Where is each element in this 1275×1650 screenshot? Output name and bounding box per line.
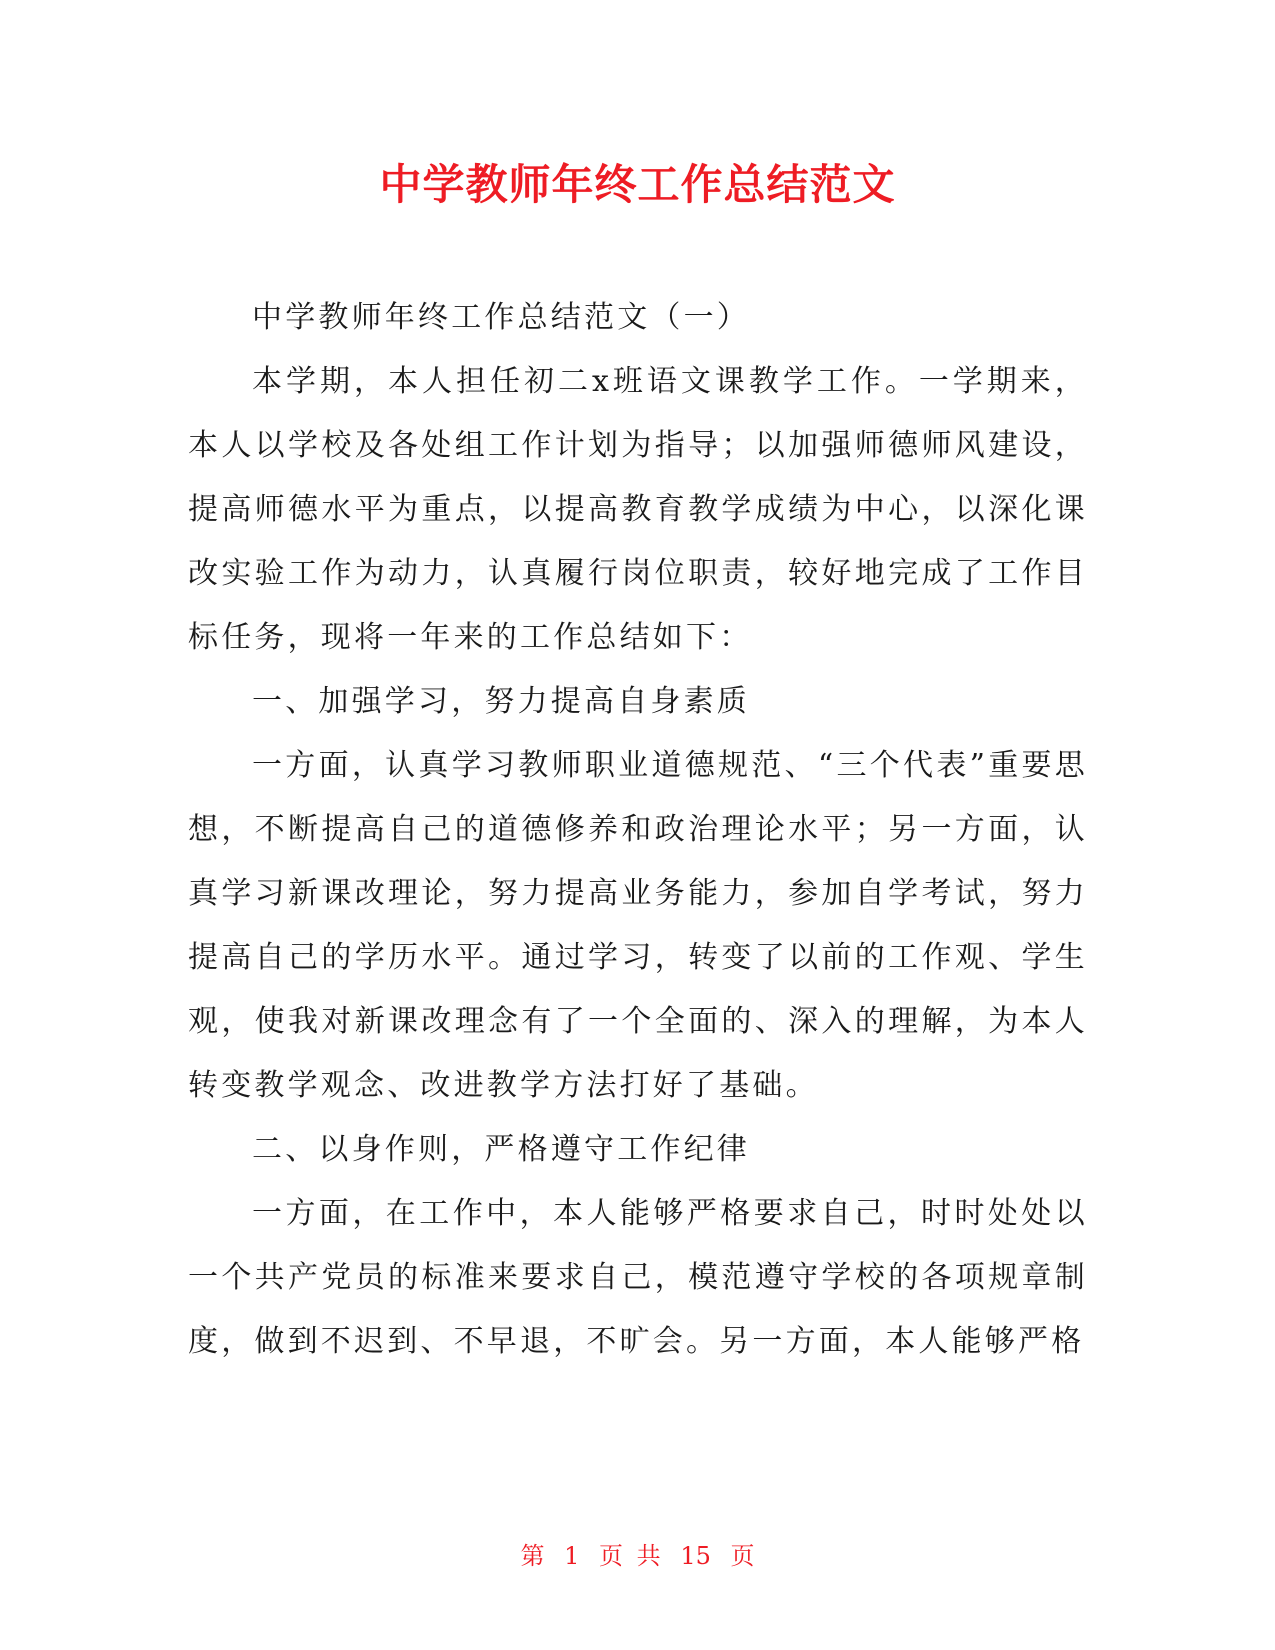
section-heading-one: 一、加强学习，努力提高自身素质	[252, 684, 750, 719]
paragraph-discipline: 一方面，在工作中，本人能够严格要求自己，时时处处以一个共产党员的标准来要求自己，模范遵守学校的各项规章制度，做到不迟到、不早退，不旷会。另一方面，本人能够严格	[188, 1196, 1088, 1359]
section-heading-two: 二、以身作则，严格遵守工作纪律	[252, 1132, 750, 1167]
document-title: 中学教师年终工作总结范文	[379, 160, 896, 209]
footer-current-page: 1	[564, 1542, 580, 1570]
paragraph-study: 一方面，认真学习教师职业道德规范、“三个代表”重要思想，不断提高自己的道德修养和政治理论水平；另一方面，认真学习新课改理论，努力提高业务能力，参加自学考试，努力提高自己的学历水平。通过学习，转变了以前的工作观、学生观，使我对新课改理念有了一个全面的、深入的理解，为本人转变教学观念、改进教学方法打好了基础。	[188, 748, 1088, 1103]
footer-total-pages: 15	[680, 1542, 711, 1570]
footer-suffix: 页	[730, 1542, 755, 1570]
footer-mid: 页 共	[599, 1542, 661, 1570]
footer-prefix: 第	[520, 1542, 545, 1570]
paragraph-intro: 本学期，本人担任初二x班语文课教学工作。一学期来，本人以学校及各处组工作计划为指导；以加强师德师风建设，提高师德水平为重点，以提高教育教学成绩为中心，以深化课改实验工作为动力，认真履行岗位职责，较好地完成了工作目标任务，现将一年来的工作总结如下：	[188, 364, 1088, 655]
page-number-footer	[0, 1540, 1275, 1572]
section-heading-intro: 中学教师年终工作总结范文（一）	[252, 300, 750, 335]
document-body	[188, 286, 1088, 1374]
